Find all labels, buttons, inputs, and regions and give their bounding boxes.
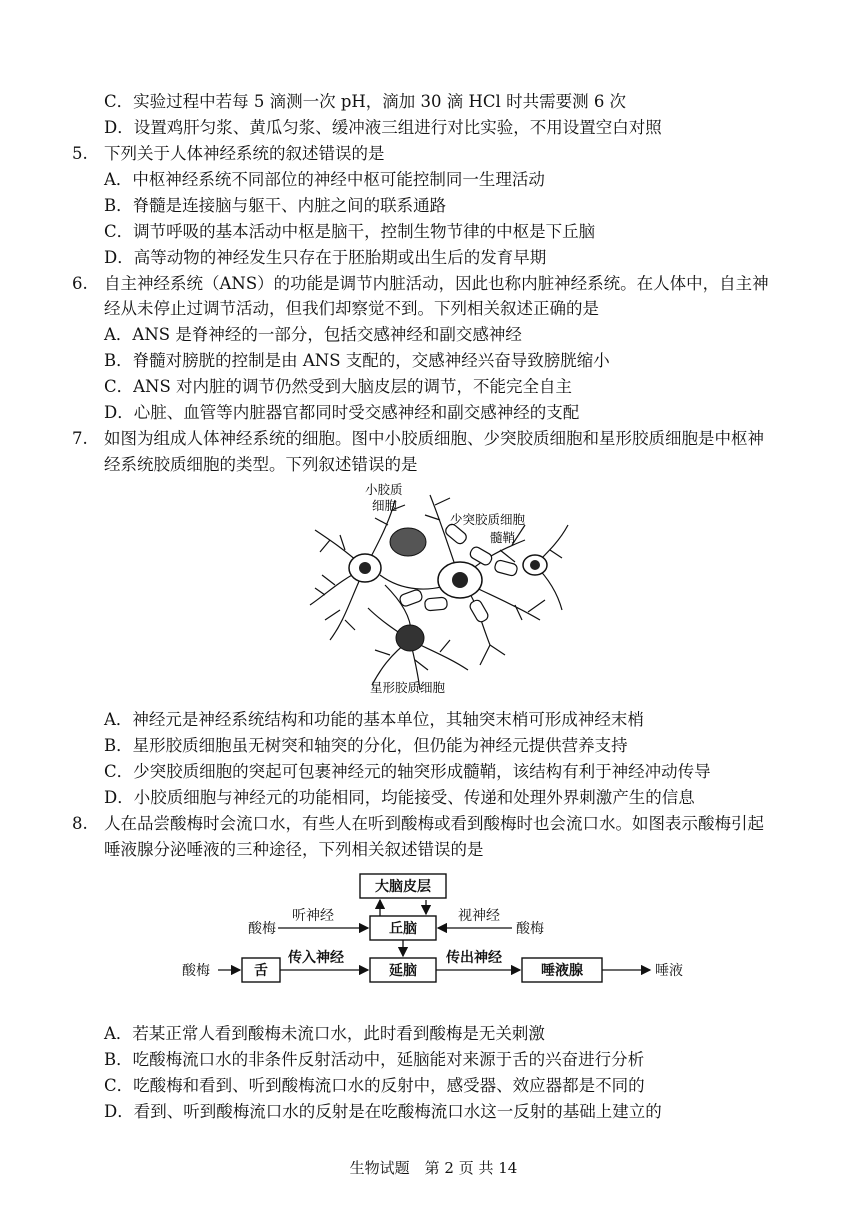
- q6-stem-line1: 自主神经系统（ANS）的功能是调节内脏活动，因此也称内脏神经系统。在人体中，自主神: [104, 274, 769, 293]
- label-oligodendrocyte: 少突胶质细胞: [450, 512, 526, 527]
- q8-stem-line1: 人在品尝酸梅时会流口水，有些人在听到酸梅或看到酸梅时也会流口水。如图表示酸梅引起: [104, 814, 764, 833]
- microglia-body: [390, 528, 426, 556]
- q7-number: 7.: [72, 429, 88, 448]
- q8-stem-line2: 唾液腺分泌唾液的三种途径，下列相关叙述错误的是: [104, 840, 484, 859]
- q8-option-a: A．若某正常人看到酸梅未流口水，此时看到酸梅是无关刺激: [104, 1024, 545, 1043]
- label-myelin: 髓鞘: [490, 530, 516, 545]
- q4-option-d: D．设置鸡肝匀浆、黄瓜匀浆、缓冲液三组进行对比实验，不用设置空白对照: [104, 118, 662, 137]
- plum-right-top-label: 酸梅: [516, 921, 544, 937]
- nucleus-right: [530, 560, 540, 570]
- medulla-label: 延脑: [389, 963, 417, 979]
- label-microglia-1: 小胶质: [365, 482, 403, 497]
- q4-option-c: C．实验过程中若每 5 滴测一次 pH，滴加 30 滴 HCl 时共需要测 6 次: [104, 92, 627, 111]
- nucleus-left: [359, 562, 371, 574]
- q6-option-d: D．心脏、血管等内脏器官都同时受交感神经和副交感神经的支配: [104, 403, 580, 422]
- q6-option-a: A．ANS 是脊神经的一部分，包括交感神经和副交感神经: [104, 325, 522, 344]
- q5-option-a: A．中枢神经系统不同部位的神经中枢可能控制同一生理活动: [104, 170, 545, 189]
- q7-stem-line1: 如图为组成人体神经系统的细胞。图中小胶质细胞、少突胶质细胞和星形胶质细胞是中枢神: [104, 429, 764, 448]
- cortex-label: 大脑皮层: [375, 879, 431, 895]
- saliva-label: 唾液: [655, 963, 683, 979]
- thalamus-label: 丘脑: [389, 921, 417, 937]
- salivation-pathway-diagram: [180, 870, 700, 1000]
- afferent-nerve-label: 传入神经: [288, 950, 344, 966]
- q5-stem: 下列关于人体神经系统的叙述错误的是: [104, 144, 385, 163]
- q7-option-b: B．星形胶质细胞虽无树突和轴突的分化，但仍能为神经元提供营养支持: [104, 736, 628, 755]
- q6-option-b: B．脊髓对膀胱的控制是由 ANS 支配的，交感神经兴奋导致膀胱缩小: [104, 351, 610, 370]
- q7-option-d: D．小胶质细胞与神经元的功能相同，均能接受、传递和处理外界刺激产生的信息: [104, 788, 695, 807]
- tongue-label: 舌: [254, 963, 268, 979]
- glial-cells-figure: [300, 480, 570, 695]
- cell-processes: [310, 495, 568, 690]
- plum-left-top-label: 酸梅: [248, 921, 276, 937]
- astrocyte-body: [396, 625, 424, 651]
- nucleus-center: [452, 572, 468, 588]
- q5-option-c: C．调节呼吸的基本活动中枢是脑干，控制生物节律的中枢是下丘脑: [104, 222, 596, 241]
- efferent-nerve-label: 传出神经: [446, 950, 502, 966]
- q7-option-c: C．少突胶质细胞的突起可包裹神经元的轴突形成髓鞘，该结构有利于神经冲动传导: [104, 762, 711, 781]
- label-astrocyte: 星形胶质细胞: [370, 680, 446, 695]
- q7-option-a: A．神经元是神经系统结构和功能的基本单位，其轴突末梢可形成神经末梢: [104, 710, 644, 729]
- q8-number: 8.: [72, 814, 88, 833]
- gland-label: 唾液腺: [541, 963, 583, 979]
- optic-nerve-label: 视神经: [458, 908, 500, 924]
- q5-option-d: D．高等动物的神经发生只存在于胚胎期或出生后的发育早期: [104, 248, 547, 267]
- q5-option-b: B．脊髓是连接脑与躯干、内脏之间的联系通路: [104, 196, 447, 215]
- q8-option-c: C．吃酸梅和看到、听到酸梅流口水的反射中，感受器、效应器都是不同的: [104, 1076, 645, 1095]
- page-footer: 生物试题 第 2 页 共 14: [349, 1159, 518, 1177]
- q6-number: 6.: [72, 274, 88, 293]
- q8-option-d: D．看到、听到酸梅流口水的反射是在吃酸梅流口水这一反射的基础上建立的: [104, 1102, 662, 1121]
- auditory-nerve-label: 听神经: [292, 908, 334, 924]
- label-microglia-2: 细胞: [372, 498, 398, 513]
- q6-stem-line2: 经从未停止过调节活动，但我们却察觉不到。下列相关叙述正确的是: [104, 299, 599, 318]
- q7-stem-line2: 经系统胶质细胞的类型。下列叙述错误的是: [104, 455, 418, 474]
- plum-left-bottom-label: 酸梅: [182, 963, 210, 979]
- q5-number: 5.: [72, 144, 88, 163]
- q6-option-c: C．ANS 对内脏的调节仍然受到大脑皮层的调节，不能完全自主: [104, 377, 573, 396]
- q8-option-b: B．吃酸梅流口水的非条件反射活动中，延脑能对来源于舌的兴奋进行分析: [104, 1050, 645, 1069]
